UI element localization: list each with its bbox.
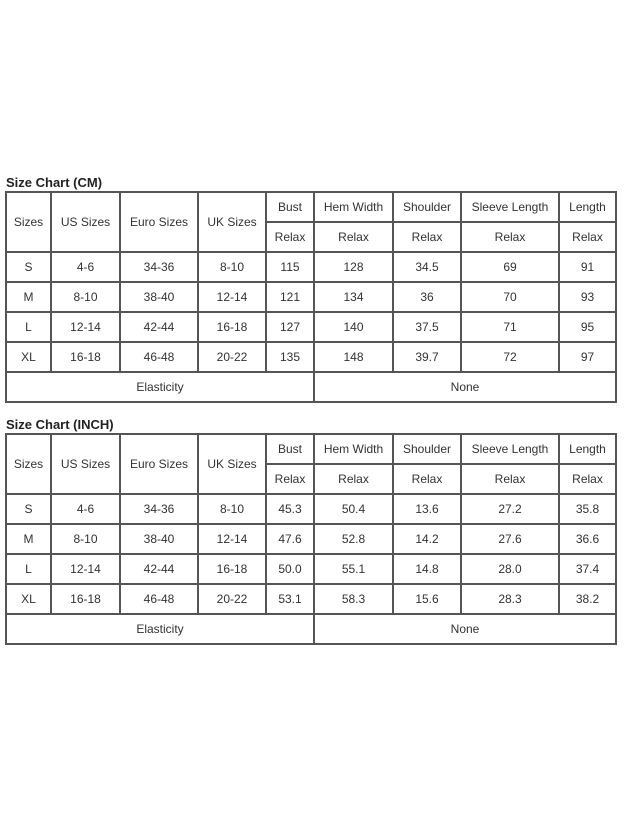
header-uk-sizes: UK Sizes [198, 192, 266, 252]
header-uk-sizes: UK Sizes [198, 434, 266, 494]
elasticity-value: None [314, 614, 616, 644]
table-cell: 8-10 [198, 494, 266, 524]
table-cell: 72 [461, 342, 559, 372]
header-sizes: Sizes [6, 192, 51, 252]
header-bust: Bust [266, 192, 314, 222]
table-row [6, 252, 616, 282]
table-cell: 42-44 [120, 554, 198, 584]
table-cell: S [6, 252, 51, 282]
table-cell: XL [6, 584, 51, 614]
table-cell: 69 [461, 252, 559, 282]
header-bust: Bust [266, 434, 314, 464]
table-cell: L [6, 312, 51, 342]
table-cell: 8-10 [51, 524, 120, 554]
table-cell: M [6, 282, 51, 312]
table-row [6, 524, 616, 554]
table-cell: 37.4 [559, 554, 616, 584]
table-row [6, 282, 616, 312]
table-cell: 8-10 [198, 252, 266, 282]
table-cell: 93 [559, 282, 616, 312]
table-cell: 140 [314, 312, 393, 342]
elasticity-label: Elasticity [6, 614, 314, 644]
header-length: Length [559, 434, 616, 464]
table-cell: L [6, 554, 51, 584]
table-cell: 35.8 [559, 494, 616, 524]
subheader-bust: Relax [266, 464, 314, 494]
table-row [6, 312, 616, 342]
table-cell: 38.2 [559, 584, 616, 614]
table-cell: 27.2 [461, 494, 559, 524]
table-cell: 46-48 [120, 584, 198, 614]
table-cell: 134 [314, 282, 393, 312]
table-cell: 52.8 [314, 524, 393, 554]
table-cell: 58.3 [314, 584, 393, 614]
header-sizes: Sizes [6, 434, 51, 494]
table-cell: 16-18 [51, 584, 120, 614]
header-shoulder: Shoulder [393, 192, 461, 222]
header-length: Length [559, 192, 616, 222]
table-cell: 91 [559, 252, 616, 282]
subheader-shoulder: Relax [393, 464, 461, 494]
table-cell: 36 [393, 282, 461, 312]
subheader-bust: Relax [266, 222, 314, 252]
table-cell: 127 [266, 312, 314, 342]
size-table-inch [5, 433, 617, 645]
table-cell: 12-14 [51, 312, 120, 342]
subheader-length: Relax [559, 464, 616, 494]
table-cell: 28.0 [461, 554, 559, 584]
table-cell: 46-48 [120, 342, 198, 372]
header-row [6, 192, 616, 222]
table-cell: 128 [314, 252, 393, 282]
subheader-hem-width: Relax [314, 222, 393, 252]
table-cell: 53.1 [266, 584, 314, 614]
table-cell: 47.6 [266, 524, 314, 554]
subheader-shoulder: Relax [393, 222, 461, 252]
footer-row [6, 614, 616, 644]
table-cell: 28.3 [461, 584, 559, 614]
table-cell: 71 [461, 312, 559, 342]
header-row [6, 434, 616, 464]
table-cell: 20-22 [198, 342, 266, 372]
table-cell: 55.1 [314, 554, 393, 584]
header-hem-width: Hem Width [314, 434, 393, 464]
subheader-sleeve-length: Relax [461, 464, 559, 494]
table-cell: 36.6 [559, 524, 616, 554]
table-cell: 39.7 [393, 342, 461, 372]
table-row [6, 554, 616, 584]
table-cell: 4-6 [51, 494, 120, 524]
size-chart-inch [5, 417, 615, 645]
table-cell: 70 [461, 282, 559, 312]
table-cell: 13.6 [393, 494, 461, 524]
footer-row [6, 372, 616, 402]
table-row [6, 584, 616, 614]
table-cell: 148 [314, 342, 393, 372]
table-cell: 27.6 [461, 524, 559, 554]
table-cell: 14.2 [393, 524, 461, 554]
size-chart-cm [5, 175, 615, 403]
table-cell: 34-36 [120, 494, 198, 524]
table-cell: 97 [559, 342, 616, 372]
chart-title: Size Chart (CM) [6, 175, 103, 190]
table-cell: 34.5 [393, 252, 461, 282]
table-cell: 38-40 [120, 282, 198, 312]
table-cell: 12-14 [198, 524, 266, 554]
subheader-hem-width: Relax [314, 464, 393, 494]
table-cell: 12-14 [198, 282, 266, 312]
table-cell: 4-6 [51, 252, 120, 282]
table-cell: S [6, 494, 51, 524]
table-cell: 115 [266, 252, 314, 282]
table-cell: XL [6, 342, 51, 372]
table-cell: 15.6 [393, 584, 461, 614]
table-cell: 50.0 [266, 554, 314, 584]
elasticity-label: Elasticity [6, 372, 314, 402]
table-cell: 8-10 [51, 282, 120, 312]
table-cell: 121 [266, 282, 314, 312]
header-us-sizes: US Sizes [51, 192, 120, 252]
table-cell: M [6, 524, 51, 554]
header-sleeve-length: Sleeve Length [461, 434, 559, 464]
table-cell: 95 [559, 312, 616, 342]
size-table-cm [5, 191, 617, 403]
table-cell: 20-22 [198, 584, 266, 614]
elasticity-value: None [314, 372, 616, 402]
header-us-sizes: US Sizes [51, 434, 120, 494]
table-cell: 16-18 [198, 312, 266, 342]
header-hem-width: Hem Width [314, 192, 393, 222]
subheader-sleeve-length: Relax [461, 222, 559, 252]
table-cell: 16-18 [51, 342, 120, 372]
header-shoulder: Shoulder [393, 434, 461, 464]
header-sleeve-length: Sleeve Length [461, 192, 559, 222]
table-cell: 50.4 [314, 494, 393, 524]
table-cell: 37.5 [393, 312, 461, 342]
table-row [6, 494, 616, 524]
table-cell: 34-36 [120, 252, 198, 282]
subheader-length: Relax [559, 222, 616, 252]
table-cell: 38-40 [120, 524, 198, 554]
chart-title: Size Chart (INCH) [6, 417, 114, 432]
table-cell: 135 [266, 342, 314, 372]
table-cell: 12-14 [51, 554, 120, 584]
table-cell: 42-44 [120, 312, 198, 342]
header-euro-sizes: Euro Sizes [120, 192, 198, 252]
table-cell: 14.8 [393, 554, 461, 584]
header-euro-sizes: Euro Sizes [120, 434, 198, 494]
table-cell: 45.3 [266, 494, 314, 524]
table-row [6, 342, 616, 372]
table-cell: 16-18 [198, 554, 266, 584]
